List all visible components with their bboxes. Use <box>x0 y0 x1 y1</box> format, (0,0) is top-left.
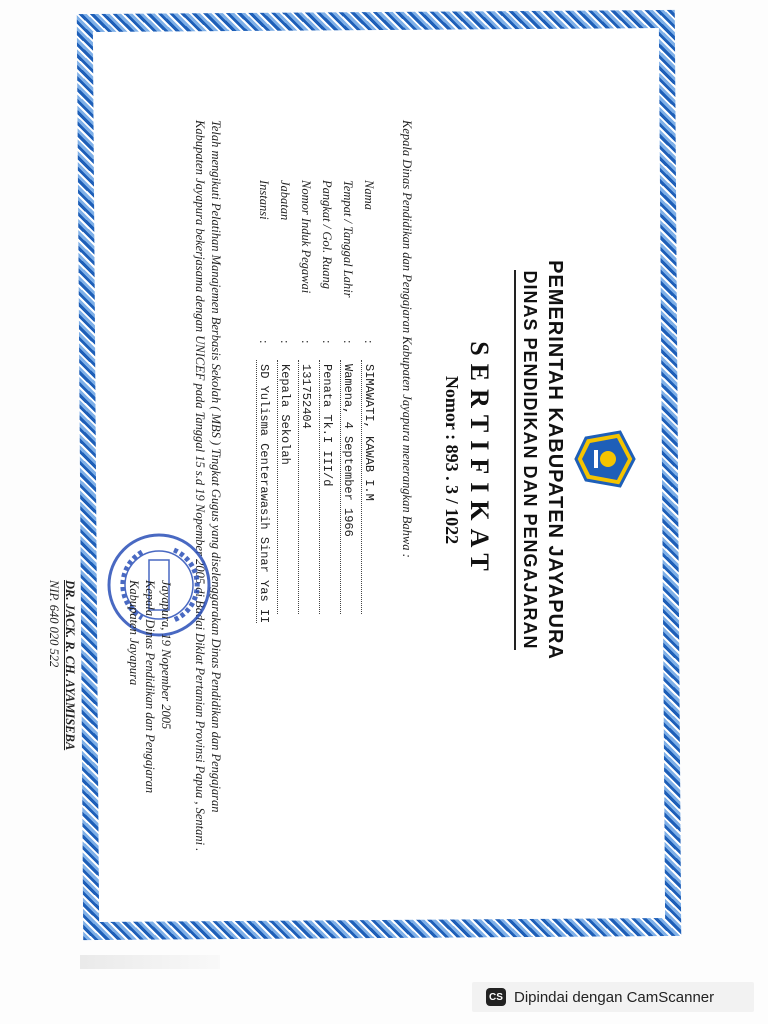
camscanner-watermark <box>472 982 754 1012</box>
field-row-name: Nama : SIMAWATI, KAWAB I.M <box>361 180 382 780</box>
recipient-fields <box>256 180 382 780</box>
field-value: Kepala Sekolah <box>277 360 292 614</box>
certificate-content-rotated <box>47 60 644 920</box>
field-label: Tempat / Tanggal Lahir <box>341 180 355 298</box>
signer-nip: NIP. 640 020 522 <box>47 580 61 668</box>
signer-name: DR. JACK. R. CH. AYAMISEBA <box>63 580 77 751</box>
field-label: Jabatan <box>278 180 292 221</box>
signature-block <box>46 580 174 900</box>
signer-title-line1: Kepala Dinas Pendidikan dan Pengajaran <box>143 580 157 794</box>
field-row-nip: Nomor Induk Pegawai : 131752404 <box>298 180 319 780</box>
certificate-body-text: Telah mengikuti Pelatihan Manajemen Berbasis Sekolah ( MBS ) Tingkat Gugus yang diselenggarakan Dinas Pendidikan dan Pengajaran Kabupaten Jayapura bekerjasama dengan UNICEF pada Tanggal 15 s.d 19 Nopember 2005 di Badai Diklat Pertanian Provinsi Papua , Sentani . <box>193 120 223 852</box>
camscanner-logo-icon: CS <box>486 988 506 1006</box>
header-divider <box>514 270 516 650</box>
field-row-rank: Pangkat / Gol. Ruang : Penata Tk.I III/d <box>319 180 340 780</box>
field-row-institution: Instansi : SD Yulisma Centerawasih Sinar Yas II <box>257 180 271 624</box>
tut-wuri-handayani-logo-icon <box>574 428 636 490</box>
header-department: DINAS PENDIDIKAN DAN PENGAJARAN <box>520 270 540 650</box>
place-date: Jayapura, 19 Nopember 2005 <box>159 580 173 730</box>
field-value: Penata Tk.I III/d <box>319 360 334 614</box>
intro-text: Kepala Dinas Pendidikan dan Pengajaran Kabupaten Jayapura menerangkan Bahwa : <box>400 120 414 558</box>
header-government: PEMERINTAH KABUPATEN JAYAPURA <box>544 260 566 660</box>
camscanner-text: Dipindai dengan CamScanner <box>514 988 715 1006</box>
field-label: Instansi <box>257 180 271 220</box>
certificate-title: SERTIFIKAT <box>465 341 494 579</box>
field-row-birth: Tempat / Tanggal Lahir : Wamena, 4 September 1966 <box>340 180 361 780</box>
field-label: Nama <box>362 180 376 210</box>
field-label: Pangkat / Gol. Ruang <box>320 180 334 290</box>
field-label: Nomor Induk Pegawai <box>299 180 313 294</box>
field-value: 131752404 <box>298 360 313 614</box>
scan-smudge <box>80 955 220 969</box>
field-value: SIMAWATI, KAWAB I.M <box>361 360 376 614</box>
signer-title-line2: Kabupaten Jayapura <box>127 580 141 686</box>
field-row-position: Jabatan : Kepala Sekolah <box>277 180 298 780</box>
field-value: SD Yulisma Centerawasih Sinar Yas II <box>256 360 271 623</box>
field-value: Wamena, 4 September 1966 <box>340 360 355 614</box>
certificate-number: Nomor : 893 . 3 / 1022 <box>442 375 462 545</box>
